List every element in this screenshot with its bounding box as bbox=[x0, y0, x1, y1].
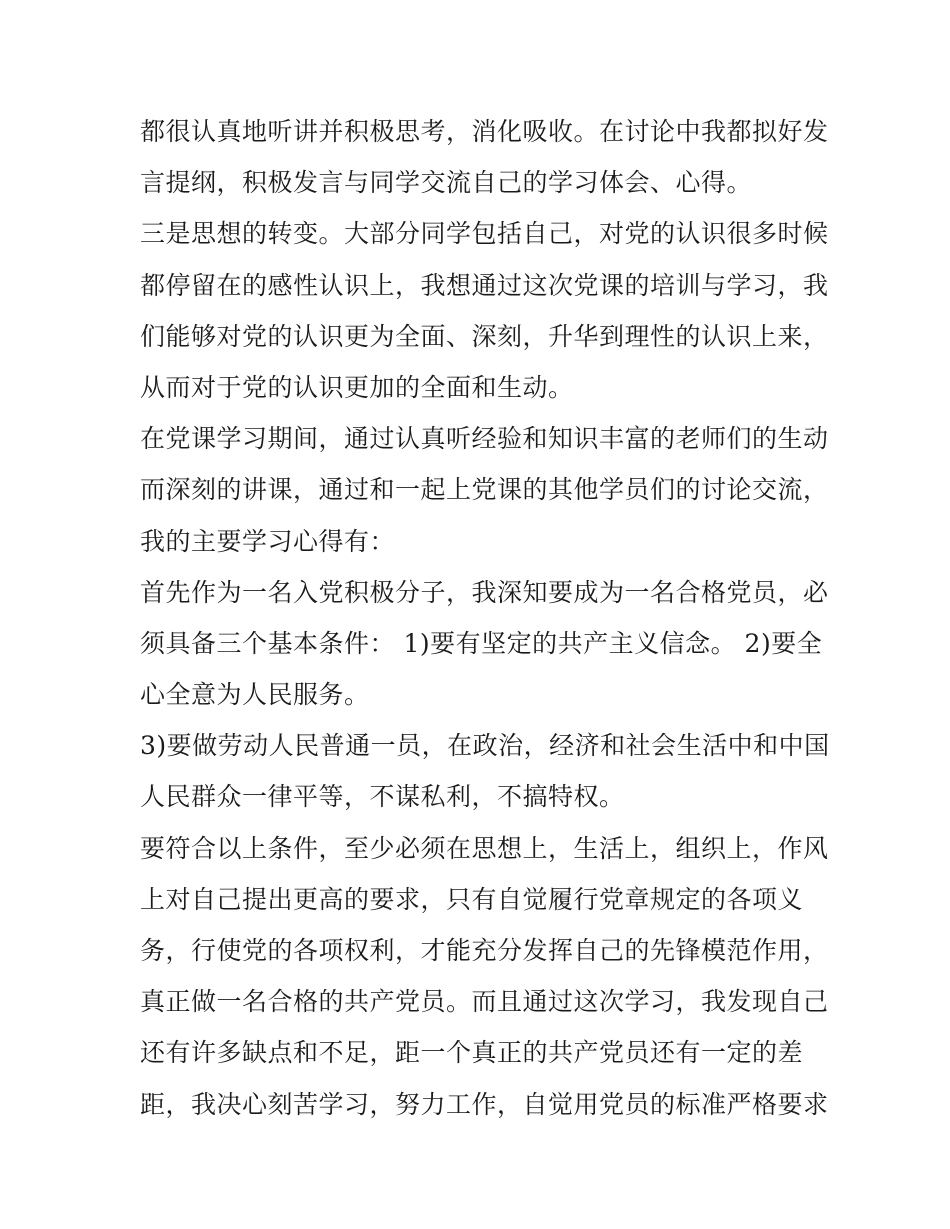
text-line: 在党课学习期间，通过认真听经验和知识丰富的老师们的生动 bbox=[140, 424, 829, 454]
text-line: 人民群众一律平等，不谋私利，不搞特权。 bbox=[140, 782, 625, 812]
text-line: 要符合以上条件，至少必须在思想上，生活上，组织上，作风 bbox=[140, 833, 829, 863]
text-line: 心全意为人民服务。 bbox=[140, 680, 370, 710]
text-line: 我的主要学习心得有： bbox=[140, 526, 396, 556]
text-line: 从而对于党的认识更加的全面和生动。 bbox=[140, 372, 574, 402]
text-line: 务，行使党的各项权利，才能充分发挥自己的先锋模范作用， bbox=[140, 936, 829, 965]
text-line: 都停留在的感性认识上，我想通过这次党课的培训与学习，我 bbox=[140, 270, 829, 300]
text-line: 真正做一名合格的共产党员。而且通过这次学习，我发现自己 bbox=[140, 987, 829, 1017]
text-line: 距，我决心刻苦学习，努力工作，自觉用党员的标准严格要求 bbox=[140, 1089, 829, 1119]
text-line: 3)要做劳动人民普通一员，在政治，经济和社会生活中和中国 bbox=[140, 731, 830, 761]
text-line: 而深刻的讲课，通过和一起上党课的其他学员们的讨论交流， bbox=[140, 475, 829, 505]
text-line: 须具备三个基本条件： 1)要有坚定的共产主义信念。 2)要全 bbox=[140, 628, 823, 658]
text-line: 上对自己提出更高的要求，只有自觉履行党章规定的各项义 bbox=[140, 884, 804, 914]
text-line: 们能够对党的认识更为全面、深刻，升华到理性的认识上来， bbox=[140, 321, 829, 351]
text-line: 首先作为一名入党积极分子，我深知要成为一名合格党员，必 bbox=[140, 577, 829, 607]
text-line: 还有许多缺点和不足，距一个真正的共产党员还有一定的差 bbox=[140, 1038, 804, 1068]
text-line: 言提纲，积极发言与同学交流自己的学习体会、心得。 bbox=[140, 168, 753, 198]
text-line: 三是思想的转变。大部分同学包括自己，对党的认识很多时候 bbox=[140, 219, 829, 249]
body-text bbox=[140, 106, 830, 1130]
text-line: 都很认真地听讲并积极思考，消化吸收。在讨论中我都拟好发 bbox=[140, 117, 829, 146]
